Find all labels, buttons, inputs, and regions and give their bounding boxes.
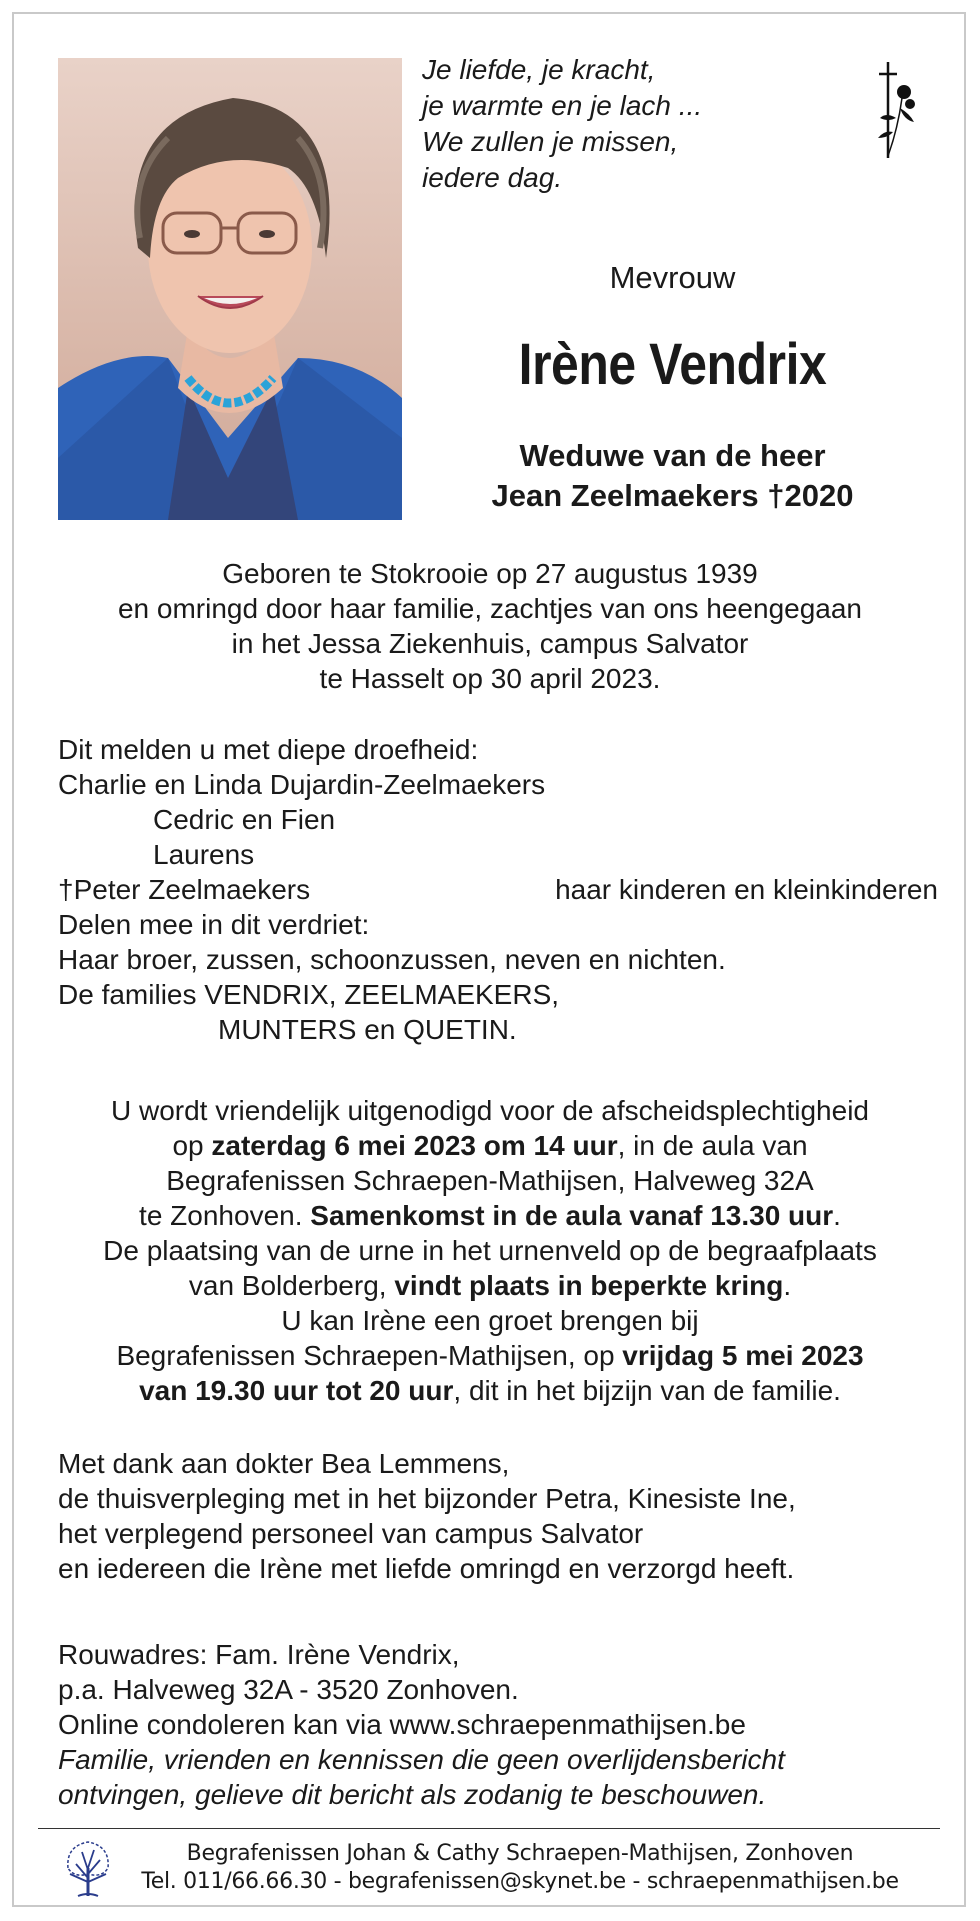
thanks-line: en iedereen die Irène met liefde omringd en verzorgd heeft. [58,1553,795,1584]
life-line: te Hasselt op 30 april 2023. [319,663,661,694]
text-run: te Zonhoven. [139,1200,311,1231]
spouse-info [430,436,915,516]
condolence-link[interactable]: Online condoleren kan via www.schraepenmathijsen.be [58,1709,746,1740]
spouse-line: Jean Zeelmaekers †2020 [491,478,854,513]
family-line: MUNTERS en QUETIN. [218,1014,517,1045]
footer-line: Begrafenissen Johan & Cathy Schraepen-Mathijsen, Zonhoven [186,1841,854,1866]
private-note: vindt plaats in beperkte kring [394,1270,784,1301]
ceremony-line [40,1198,940,1233]
visitation-date: vrijdag 5 mei 2023 [622,1340,864,1371]
life-line: in het Jessa Ziekenhuis, campus Salvator [231,628,749,659]
thanks-line: Met dank aan dokter Bea Lemmens, [58,1448,510,1479]
poem-line: je warmte en je lach ... [422,90,703,121]
notice-line: ontvingen, gelieve dit bericht als zodanig te beschouwen. [58,1779,767,1810]
thanks-line: het verplegend personeel van campus Salvator [58,1518,644,1549]
ceremony-line: Begrafenissen Schraepen-Mathijsen, Halveweg 32A [166,1165,814,1196]
life-line: Geboren te Stokrooie op 27 augustus 1939 [222,558,758,589]
address-line: p.a. Halveweg 32A - 3520 Zonhoven. [58,1674,519,1705]
portrait-photo [58,58,402,520]
poem-line: Je liefde, je kracht, [422,54,656,85]
text-run: , in de aula van [617,1130,808,1161]
ceremony-details [40,1093,940,1408]
family-line: Delen mee in dit verdriet: [58,909,370,940]
family-relation-note: haar kinderen en kleinkinderen [555,874,938,905]
family-line: Cedric en Fien [153,804,336,835]
text-run: op [172,1130,212,1161]
text-run: Begrafenissen Schraepen-Mathijsen, op [116,1340,623,1371]
ceremony-line: U kan Irène een groet brengen bij [281,1305,699,1336]
ceremony-line: U wordt vriendelijk uitgenodigd voor de afscheidsplechtigheid [110,1095,869,1126]
life-line: en omringd door haar familie, zachtjes van ons heengegaan [117,593,863,624]
mourning-address [58,1637,938,1812]
poem-line: iedere dag. [422,162,563,193]
funeral-home-footer [100,1840,940,1896]
family-line: Charlie en Linda Dujardin-Zeelmaekers [58,769,546,800]
poem [422,52,702,196]
family-line: Haar broer, zussen, schoonzussen, neven en nichten. [58,944,726,975]
family-line: Laurens [153,839,255,870]
ceremony-line [40,1373,940,1408]
footer-contact[interactable]: Tel. 011/66.66.30 - begrafenissen@skynet.be - schraepenmathijsen.be [141,1869,899,1894]
deceased-name: Irène Vendrix [518,332,827,397]
spouse-line: Weduwe van de heer [519,438,826,473]
text-run: , dit in het bijzijn van de familie. [453,1375,841,1406]
ceremony-line [40,1338,940,1373]
family-announcement [58,732,938,1047]
footer-divider [38,1828,940,1829]
poem-line: We zullen je missen, [422,126,679,157]
honorific: Mevrouw [609,260,736,295]
text-run: van Bolderberg, [188,1270,395,1301]
ceremony-line [40,1268,940,1303]
ceremony-date: zaterdag 6 mei 2023 om 14 uur [211,1130,618,1161]
cross-rose-icon [868,58,920,160]
family-line: †Peter Zeelmaekers [58,874,311,905]
gathering-time: Samenkomst in de aula vanaf 13.30 uur [310,1200,834,1231]
family-line-with-note [58,872,938,907]
visitation-time: van 19.30 uur tot 20 uur [139,1375,454,1406]
ceremony-line: De plaatsing van de urne in het urnenveld op de begraafplaats [103,1235,877,1266]
ceremony-line [40,1128,940,1163]
text-run: . [783,1270,792,1301]
family-line: De families VENDRIX, ZEELMAEKERS, [58,979,560,1010]
thanks-line: de thuisverpleging met in het bijzonder Petra, Kinesiste Ine, [58,1483,796,1514]
acknowledgements [58,1446,938,1586]
family-intro: Dit melden u met diepe droefheid: [58,734,479,765]
life-details [40,556,940,696]
notice-line: Familie, vrienden en kennissen die geen overlijdensbericht [58,1744,785,1775]
text-run: . [833,1200,841,1231]
address-line: Rouwadres: Fam. Irène Vendrix, [58,1639,460,1670]
